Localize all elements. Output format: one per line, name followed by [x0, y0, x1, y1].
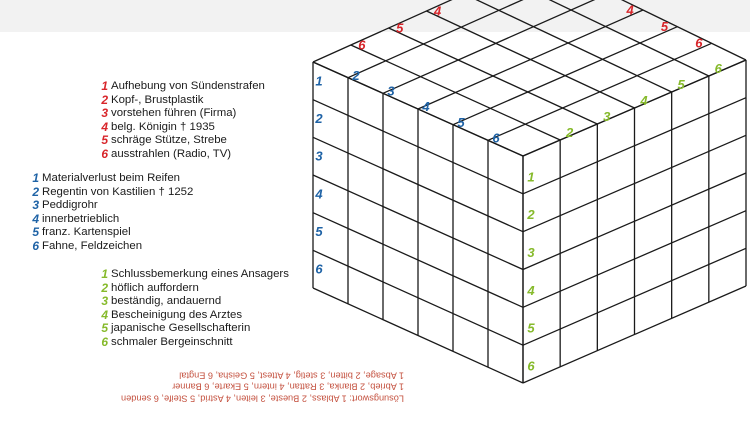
cube-left-blue-label: 3 [315, 148, 323, 164]
cube-top-red-label [472, 0, 480, 2]
cube-front-green-label: 6 [527, 358, 535, 374]
clue-number: 2 [101, 92, 108, 107]
cube-diag-blue-label: 3 [387, 83, 395, 99]
clue-text: franz. Kartenspiel [42, 226, 131, 239]
clue-text: Kopf-, Brustplastik [111, 93, 204, 106]
clue-text: Fahne, Feldzeichen [42, 239, 143, 252]
clue-number: 2 [101, 280, 108, 295]
cube-front-green-label: 5 [527, 320, 535, 336]
cube-right-green-label: 3 [603, 108, 611, 124]
clue-number: 3 [101, 106, 108, 121]
cube-top-red-label: 6 [695, 35, 703, 51]
cube-top-line-a [313, 0, 540, 62]
cube-top-red-label: 4 [626, 2, 634, 18]
cube-front-green-label: 2 [527, 207, 535, 223]
clue-text: beständig, andauernd [111, 295, 222, 308]
cube-front-green-label: 1 [527, 169, 535, 185]
clue-text: Regentin von Kastilien † 1252 [42, 185, 194, 198]
clue-number: 3 [32, 198, 39, 213]
cube-diag-blue-label: 6 [492, 130, 500, 146]
cube-left-blue-label: 1 [315, 73, 323, 89]
clue-text: ausstrahlen (Radio, TV) [111, 147, 232, 160]
solution-line-3: 1 Absage, 2 bitten, 3 stetig, 4 Attest, 5 Geisha, 6 Engtal [179, 370, 404, 381]
cube-top-line-b [502, 0, 709, 76]
clue-text: vorstehen führen (Firma) [111, 107, 237, 120]
cube-right-green-label: 6 [714, 60, 722, 76]
cube-top-red-label: 5 [396, 20, 404, 36]
clue-text: innerbetrieblich [42, 212, 120, 225]
clue-number: 4 [32, 211, 39, 226]
cube-top-line-b [464, 0, 671, 92]
cube-right-green-label: 2 [565, 124, 574, 140]
cube-top-red-label: 4 [433, 3, 442, 19]
clue-number: 6 [101, 334, 108, 349]
clue-number: 1 [32, 171, 39, 185]
clue-text: schräge Stütze, Strebe [111, 134, 227, 147]
cube-top-red-label [592, 0, 600, 1]
clue-text: japanische Gesellschafterin [111, 322, 251, 335]
clue-number: 4 [101, 307, 108, 322]
cube-left-blue-label: 4 [315, 186, 323, 202]
clue-text: Schlussbemerkung eines Ansagers [111, 268, 289, 280]
clue-text: belg. Königin † 1935 [111, 120, 215, 133]
clue-text: Peddigrohr [42, 199, 98, 212]
clue-text: Bescheinigung des Arztes [111, 308, 243, 321]
cube-front-green-label: 4 [527, 282, 535, 298]
cube-top-red-label: 5 [660, 19, 669, 34]
cube-left-blue-label: 6 [315, 261, 323, 277]
clue-text: schmaler Bergeinschnitt [111, 335, 233, 348]
clue-number: 3 [101, 294, 108, 309]
clue-text: Aufhebung von Sündenstrafen [111, 80, 265, 92]
clue-number: 4 [101, 119, 108, 134]
clue-number: 6 [32, 238, 39, 253]
cube-front-green-label: 3 [527, 245, 535, 261]
clue-number: 6 [101, 146, 108, 161]
cube-diag-blue-label: 4 [422, 99, 430, 115]
cube-right-green-label: 4 [640, 92, 648, 108]
clue-number: 5 [32, 225, 39, 240]
clue-number: 1 [101, 267, 108, 281]
clue-number: 2 [32, 184, 39, 199]
cube-left-blue-label: 5 [315, 223, 323, 239]
cube-top-line-a [348, 0, 574, 78]
clue-number: 1 [101, 79, 108, 93]
clue-number: 5 [101, 321, 108, 336]
cube-left-blue-label: 2 [315, 110, 323, 126]
clue-number: 5 [101, 133, 108, 148]
cube-right-green-label: 5 [677, 76, 685, 92]
solution-line-1: Lösungswort: 1 Ablass, 2 Bueste, 3 leiten, 4 Astrid, 5 Steife, 6 senden [121, 393, 404, 404]
cube-diag-blue-label: 5 [457, 114, 465, 130]
cube-diag-blue-label: 2 [352, 67, 360, 83]
cube-top-line-b [540, 0, 746, 60]
clue-text: höflich auffordern [111, 281, 199, 294]
cube-top-red-label: 6 [358, 37, 366, 53]
solution-line-2: 1 Abrieb, 2 Blanka, 3 Rattan, 4 intern, 5 Ekarte, 6 Banner [172, 382, 404, 392]
clue-text: Materialverlust beim Reifen [42, 172, 181, 184]
